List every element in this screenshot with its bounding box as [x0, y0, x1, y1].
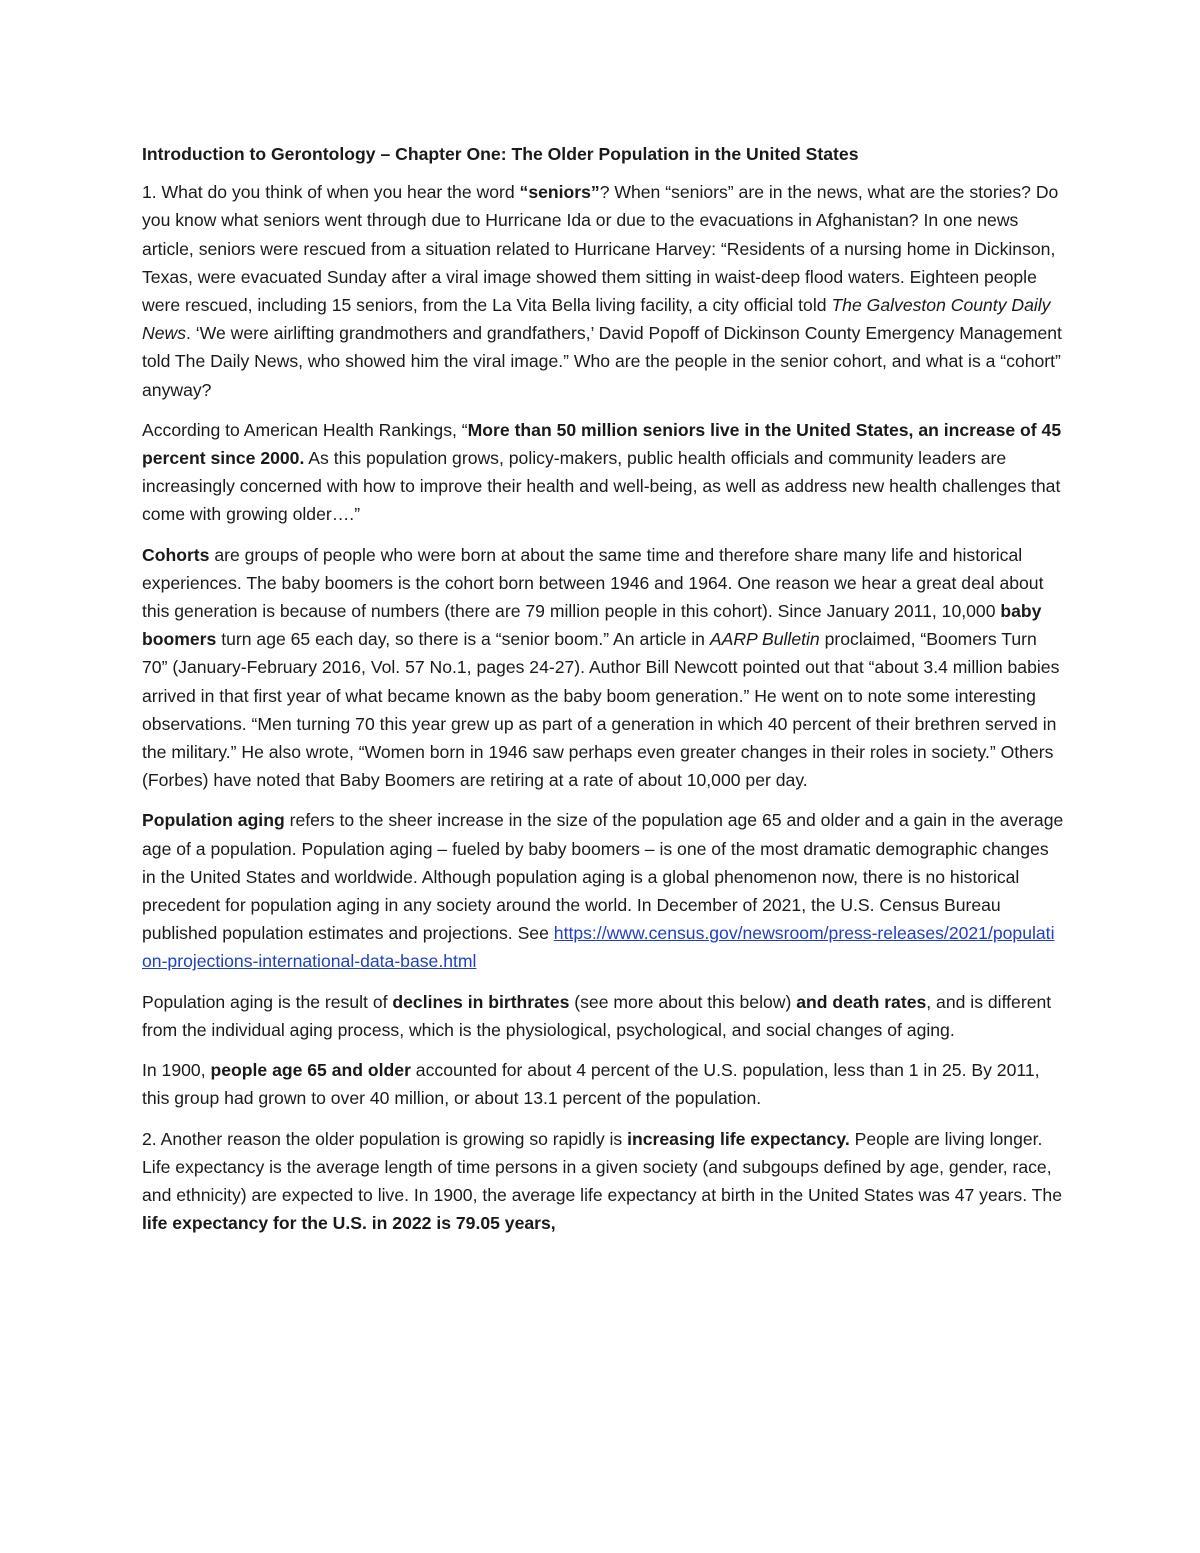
p1-text-e: . ‘We were airlifting grandmothers and grandfathers,’ David Popoff of Dickinson County Emergency Management told The Daily News, who showed him the viral image.” Who are the people in the senior cohort, and what is a “cohort” anyway?: [142, 323, 1062, 400]
p1-text-c: ? When “seniors” are in the news, what are the stories? Do you know what seniors went through due to Hurricane Ida or due to the evacuations in Afghanistan? In one news article, seniors were rescued from a situation related to Hurricane Harvey: “Residents of a nursing home in Dickinson, Texas, were evacuated Sunday after a viral image showed them sitting in waist-deep flood waters. Eighteen people were rescued, including 15 seniors, from the La Vita Bella living facility, a city official told: [142, 182, 1059, 316]
paragraph-1900-stats: [142, 1056, 1064, 1112]
paragraph-life-expectancy: [142, 1125, 1064, 1238]
p5-bold-death-rates: and death rates: [796, 991, 927, 1012]
paragraph-cohorts: [142, 541, 1064, 795]
p7-text-a: 2. Another reason the older population is growing so rapidly is: [142, 1128, 628, 1149]
p2-bold-quote: More than 50 million seniors live in the United States, an increase of 45 percent since 2000.: [142, 419, 1062, 469]
census-link[interactable]: https://www.census.gov/newsroom/press-releases/2021/population-projections-international-data-base.html: [142, 923, 1055, 972]
p3-text-d: turn age 65 each day, so there is a “senior boom.” An article in: [216, 629, 710, 650]
paragraph-population-aging: [142, 806, 1064, 975]
p3-text-f: proclaimed, “Boomers Turn 70” (January-February 2016, Vol. 57 No.1, pages 24-27). Author Bill Newcott pointed out that “about 3.4 million babies arrived in that first year of what became known as the baby boom generation.” He went on to note some interesting observations. “Men turning 70 this year grew up as part of a generation in which 40 percent of their brethren served in the military.” He also wrote, “Women born in 1946 saw perhaps even greater changes in their roles in society.” Others (Forbes) have noted that Baby Boomers are retiring at a rate of about 10,000 per day.: [142, 629, 1060, 791]
p2-text-c: As this population grows, policy-makers, public health officials and community leaders are increasingly concerned with how to improve their health and well-being, as well as address new health challenges that come with growing older….”: [142, 448, 1061, 525]
p3-text-b: are groups of people who were born at about the same time and therefore share many life and historical experiences. The baby boomers is the cohort born between 1946 and 1964. One reason we hear a great deal about this generation is because of numbers (there are 79 million people in this cohort). Since January 2011, 10,000: [142, 544, 1044, 622]
p5-text-c: (see more about this below): [569, 991, 797, 1012]
p6-bold-age-65: people age 65 and older: [210, 1060, 411, 1081]
p1-text-a: 1. What do you think of when you hear the word: [142, 182, 520, 203]
paragraph-health-rankings: [142, 416, 1064, 529]
p5-bold-birthrates: declines in birthrates: [392, 991, 570, 1012]
p5-text-a: Population aging is the result of: [142, 991, 393, 1012]
p3-bold-cohorts: Cohorts: [142, 544, 210, 565]
p2-text-a: According to American Health Rankings, “: [142, 419, 468, 440]
paragraph-birthrates: [142, 988, 1064, 1044]
p4-bold-population-aging: Population aging: [142, 810, 285, 831]
p3-italic-aarp: AARP Bulletin: [709, 629, 820, 650]
p1-italic-newspaper: The Galveston County Daily News: [142, 295, 1051, 344]
document-body: [142, 140, 1064, 1249]
paragraph-seniors-question: [142, 178, 1064, 404]
document-title: Introduction to Gerontology – Chapter One: The Older Population in the United States: [142, 144, 859, 164]
p4-text-b: refers to the sheer increase in the size of the population age 65 and older and a gain in the average age of a population. Population aging – fueled by baby boomers – is one of the most dramatic demographic changes in the United States and worldwide. Although population aging is a global phenomenon now, there is no historical precedent for population aging in any society around the world. In December of 2021, the U.S. Census Bureau published population estimates and projections. See: [142, 810, 1064, 944]
p5-text-e: , and is different from the individual aging process, which is the physiological, psychological, and social changes of aging.: [142, 991, 1052, 1040]
p7-text-c: People are living longer. Life expectancy is the average length of time persons in a given society (and subgoups defined by age, gender, race, and ethnicity) are expected to live. In 1900, the average life expectancy at birth in the United States was 47 years. The: [142, 1128, 1062, 1205]
p6-text-c: accounted for about 4 percent of the U.S. population, less than 1 in 25. By 2011, this group had grown to over 40 million, or about 13.1 percent of the population.: [142, 1060, 1040, 1109]
p6-text-a: In 1900,: [142, 1060, 211, 1081]
p7-bold-us-2022: life expectancy for the U.S. in 2022 is 79.05 years,: [142, 1213, 556, 1234]
p1-bold-seniors: “seniors”: [519, 182, 600, 203]
p7-bold-life-expectancy: increasing life expectancy.: [627, 1128, 850, 1149]
p3-bold-baby-boomers: baby boomers: [142, 601, 1042, 650]
